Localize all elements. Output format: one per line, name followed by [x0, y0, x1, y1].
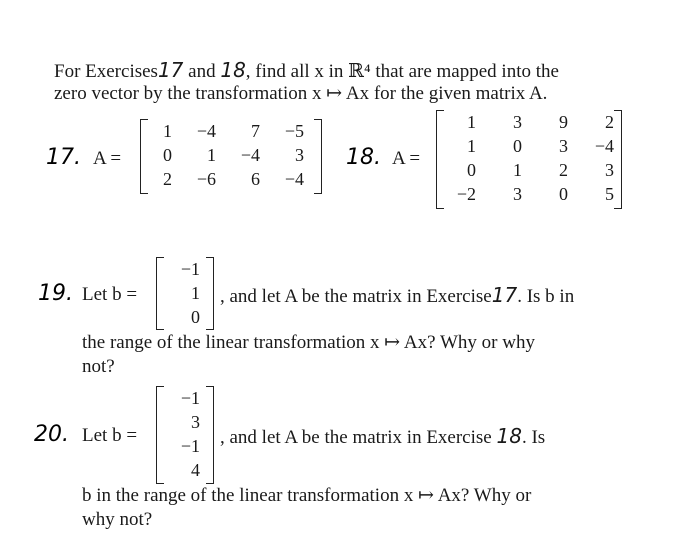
exercise-19-after: , and let A be the matrix in Exercise — [220, 286, 492, 307]
intro-rest: , find all x in ℝ⁴ that are mapped into the — [245, 61, 559, 82]
matrix-cell: 9 — [559, 112, 568, 132]
handwritten-ref-18: 18 — [496, 424, 522, 448]
exercise-20-after: , and let A be the matrix in Exercise — [220, 427, 492, 448]
vector-cell: −1 — [180, 436, 200, 456]
matrix-cell: −2 — [456, 184, 476, 204]
matrix-row — [148, 143, 304, 167]
handwritten-ref-17: 17 — [491, 283, 518, 307]
exercise-19-let: Let b = — [82, 284, 138, 305]
exercise-19-number: 19. — [38, 281, 73, 306]
vector-row — [164, 458, 200, 482]
vector-20-left-bracket — [156, 386, 164, 484]
vector-cell: 4 — [191, 460, 200, 480]
exercise-17-lhs: A = — [93, 148, 122, 169]
matrix-row — [444, 134, 614, 158]
vector-b-19 — [156, 257, 214, 330]
vector-19-table — [164, 257, 200, 329]
intro-line-1 — [54, 58, 559, 84]
matrix-cell: 3 — [513, 184, 522, 204]
vector-19-right-bracket — [206, 257, 214, 330]
matrix-cell: 5 — [605, 184, 614, 204]
matrix-18 — [436, 110, 622, 209]
matrix-row — [444, 158, 614, 182]
matrix-17-left-bracket — [140, 119, 148, 194]
vector-cell: 1 — [191, 283, 200, 303]
exercise-18-lhs: A = — [392, 148, 421, 169]
matrix-cell: 6 — [251, 169, 260, 189]
matrix-18-left-bracket — [436, 110, 444, 209]
exercise-20-line-2: b in the range of the linear transformation x ↦ Ax? Why or — [82, 485, 532, 506]
matrix-cell: −4 — [284, 169, 304, 189]
matrix-17-table — [148, 119, 304, 191]
matrix-17-right-bracket — [314, 119, 322, 194]
vector-row — [164, 257, 200, 281]
vector-b-20 — [156, 386, 214, 484]
exercise-20-let: Let b = — [82, 425, 138, 446]
exercise-19-after2: . Is b in — [517, 286, 575, 307]
vector-cell: −1 — [180, 259, 200, 279]
matrix-row — [444, 110, 614, 134]
exercise-20-number: 20. — [34, 422, 69, 447]
vector-20-right-bracket — [206, 386, 214, 484]
matrix-cell: 3 — [559, 136, 568, 156]
intro-line-2: zero vector by the transformation x ↦ Ax for the given matrix A. — [54, 83, 548, 104]
matrix-18-table — [444, 110, 614, 206]
intro-lead: For Exercises — [54, 61, 158, 82]
exercise-20-line-1 — [220, 424, 545, 450]
matrix-cell: 1 — [207, 145, 216, 165]
vector-cell: 0 — [191, 307, 200, 327]
vector-row — [164, 305, 200, 329]
exercise-18-number: 18. — [346, 145, 381, 170]
exercise-20-after2: . Is — [521, 427, 546, 448]
vector-row — [164, 386, 200, 410]
matrix-cell: −4 — [240, 145, 260, 165]
matrix-cell: −6 — [196, 169, 216, 189]
matrix-18-right-bracket — [614, 110, 622, 209]
vector-row — [164, 434, 200, 458]
matrix-cell: 1 — [513, 160, 522, 180]
handwritten-ref-18: 18 — [220, 58, 246, 82]
vector-row — [164, 281, 200, 305]
vector-cell: 3 — [191, 412, 200, 432]
matrix-cell: 0 — [163, 145, 172, 165]
matrix-cell: 1 — [467, 112, 476, 132]
matrix-cell: −5 — [284, 121, 304, 141]
matrix-cell: 2 — [163, 169, 172, 189]
exercise-19-line-1 — [220, 283, 574, 309]
matrix-cell: 3 — [605, 160, 614, 180]
vector-cell: −1 — [180, 388, 200, 408]
intro-and: and — [188, 61, 216, 82]
matrix-cell: 0 — [467, 160, 476, 180]
exercise-19-line-2: the range of the linear transformation x ↦ Ax? Why or why — [82, 332, 535, 353]
matrix-cell: 2 — [605, 112, 614, 132]
matrix-cell: −4 — [196, 121, 216, 141]
matrix-row — [148, 167, 304, 191]
matrix-17 — [140, 119, 322, 194]
matrix-cell: 2 — [559, 160, 568, 180]
matrix-cell: 1 — [467, 136, 476, 156]
matrix-cell: 3 — [513, 112, 522, 132]
handwritten-ref-17: 17 — [157, 58, 184, 82]
exercise-19-line-3: not? — [82, 356, 115, 377]
matrix-cell: 0 — [559, 184, 568, 204]
matrix-cell: 1 — [163, 121, 172, 141]
vector-20-table — [164, 386, 200, 482]
matrix-row — [444, 182, 614, 206]
matrix-cell: −4 — [594, 136, 614, 156]
matrix-cell: 7 — [251, 121, 260, 141]
matrix-row — [148, 119, 304, 143]
matrix-cell: 3 — [295, 145, 304, 165]
exercise-17-number: 17. — [46, 145, 81, 170]
exercise-20-line-3: why not? — [82, 509, 153, 530]
vector-19-left-bracket — [156, 257, 164, 330]
vector-row — [164, 410, 200, 434]
matrix-cell: 0 — [513, 136, 522, 156]
